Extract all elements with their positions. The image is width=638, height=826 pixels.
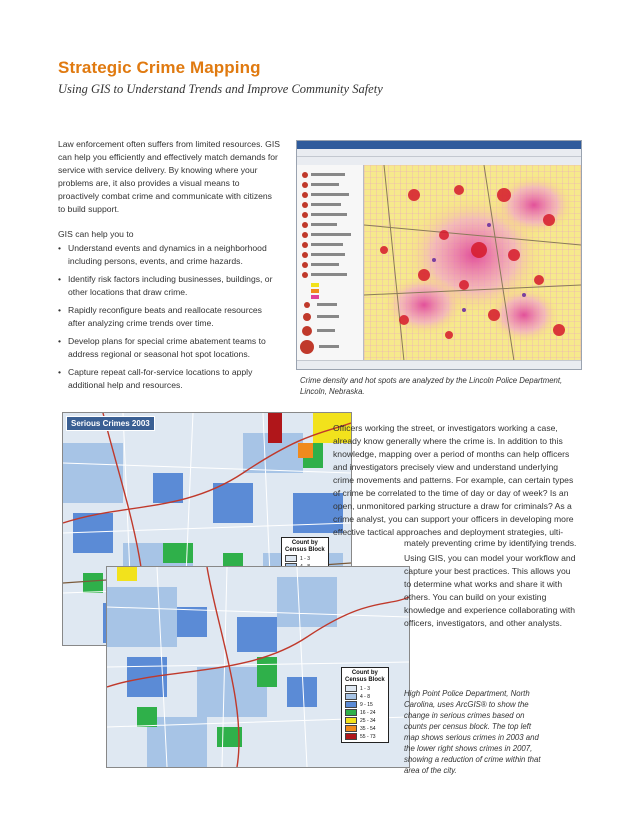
caption-bottom: High Point Police Department, North Carolina, uses ArcGIS® to show the change in serious crimes based on counts per census block. The top left map shows serious crimes in 2003 and the lower right shows crimes in 2007, showing a reduction of crime within that area of the city. (404, 689, 541, 775)
app-statusbar (297, 360, 581, 369)
legend-item: 4 - 8 (345, 693, 385, 700)
benefits-list (58, 242, 280, 397)
page-subtitle: Using GIS to Understand Trends and Improve Community Safety (58, 82, 383, 96)
app-titlebar (297, 141, 581, 149)
helps-label: GIS can help you to (58, 229, 134, 239)
list-item: • Identify risk factors including businesses, buildings, or other locations that draw crime. (58, 274, 273, 297)
layer-list-graphic (297, 165, 363, 361)
legend-item: 9 - 15 (345, 701, 385, 708)
bullet-icon: • (58, 305, 62, 315)
workflow-paragraph: Using GIS, you can model your workflow and capture your best practices. This allows you to determine what works and share it with others. You can build on your existing knowledge and experience collaborating with officers, investigators, and other analysts. (404, 553, 576, 628)
legend-item: 1 - 3 (285, 555, 325, 562)
analysis-paragraph-end: mately preventing crime by identifying trends. (404, 538, 577, 548)
legend-item: 25 - 34 (345, 717, 385, 724)
legend-item: 35 - 54 (345, 725, 385, 732)
caption-top: Crime density and hot spots are analyzed by the Lincoln Police Department, Lincoln, Nebraska. (300, 376, 563, 396)
app-menubar (297, 149, 581, 157)
analysis-paragraph: Officers working the street, or investigators working a case, already know generally where the crime is. In addition to this knowledge, mapping over a period of months can help officers and investigators precisely view and understand underlying crime movements and patterns. For example, can certain types of crime be correlated to the time of day or day of week? Is an open, unmonitored parking structure a draw for criminals? As a crime analyst, you can support your officers in developing more effective tactical approaches and deployment strategies, ulti- (333, 423, 574, 537)
page-title: Strategic Crime Mapping (58, 58, 261, 77)
heatmap-graphic (364, 165, 581, 361)
bullet-icon: • (58, 336, 62, 346)
list-item: • Rapidly reconfigure beats and reallocate resources after analyzing crime trends over time. (58, 305, 262, 328)
bullet-icon: • (58, 274, 62, 284)
list-item: • Develop plans for special crime abatement teams to address regional or seasonal hot spot locations. (58, 336, 266, 359)
map-legend: Count by Census Block 1 - 3 4 - 8 9 - 15 16 - 24 25 - 34 35 - 54 55 - 73 (341, 667, 389, 743)
map-title: Serious Crimes 2003 (66, 416, 155, 431)
list-item: • Understand events and dynamics in a neighborhood including persons, events, and crime hazards. (58, 243, 267, 266)
serious-crimes-2007-map (106, 566, 410, 768)
legend-item: 55 - 73 (345, 733, 385, 740)
crime-density-map (364, 165, 581, 361)
table-of-contents-panel (297, 165, 364, 361)
intro-paragraph: Law enforcement often suffers from limited resources. GIS can help you efficiently and effectively match demands for service with service delivery. By knowing where your problems are, it also provides a visual means to proactively combat crime and communicate with citizens to build support. (58, 139, 280, 214)
legend-item: 16 - 24 (345, 709, 385, 716)
gis-app-screenshot (296, 140, 582, 370)
bullet-icon: • (58, 243, 62, 253)
bullet-icon: • (58, 367, 62, 377)
legend-item: 1 - 3 (345, 685, 385, 692)
map-legend: Count by Census Block 1 - 3 (281, 537, 329, 613)
list-item: • Capture repeat call-for-service locations to apply additional help and resources. (58, 367, 253, 390)
